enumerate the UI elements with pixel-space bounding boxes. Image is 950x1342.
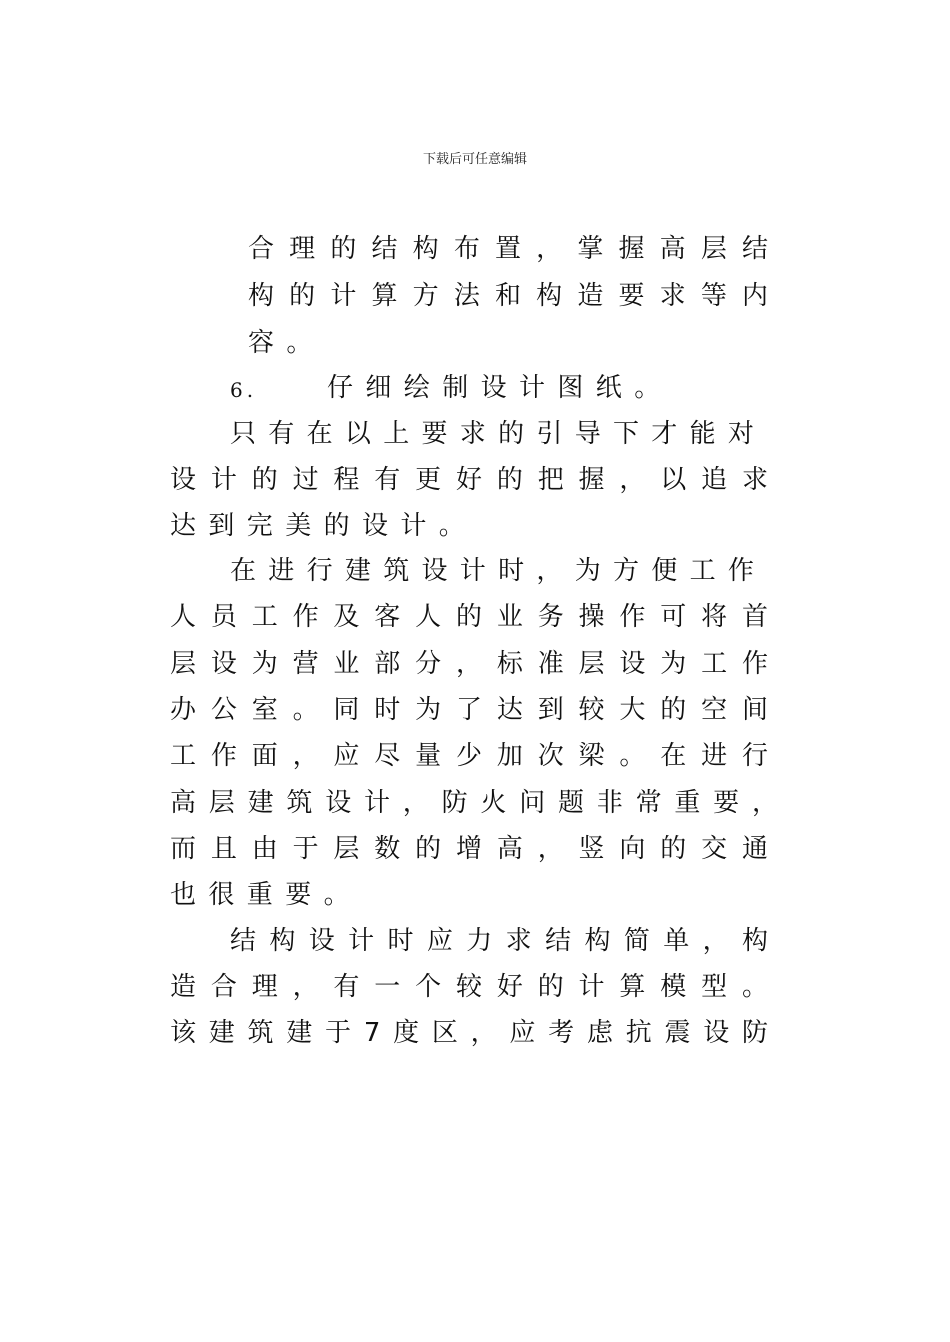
text-line: 达到完美的设计。 bbox=[170, 511, 478, 541]
page-header: 下载后可任意编辑 bbox=[422, 152, 527, 167]
text-line: 该建筑建于7度区，应考虑抗震设防 bbox=[170, 1018, 768, 1048]
text-line: 只有在以上要求的引导下才能对 bbox=[230, 419, 767, 449]
text-line: 而且由于层数的增高，竖向的交通 bbox=[170, 834, 768, 864]
text-line: 也很重要。 bbox=[170, 880, 363, 910]
text-line: 工作面，应尽量少加次梁。在进行 bbox=[170, 741, 768, 771]
text-line: 高层建筑设计，防火问题非常重要， bbox=[170, 788, 778, 818]
text-line: 在进行建筑设计时，为方便工作 bbox=[230, 556, 767, 586]
text-line: 合理的结构布置，掌握高层结 bbox=[248, 234, 768, 264]
text-line: 层设为营业部分，标准层设为工作 bbox=[170, 649, 768, 679]
text-line: 人员工作及客人的业务操作可将首 bbox=[170, 602, 768, 632]
text-line: 造合理，有一个较好的计算模型。 bbox=[170, 972, 768, 1002]
text-line: 办公室。同时为了达到较大的空间 bbox=[170, 695, 768, 725]
text-line: 设计的过程有更好的把握，以追求 bbox=[170, 465, 768, 495]
text-line: 容。 bbox=[248, 328, 325, 358]
list-number: 6. bbox=[230, 378, 258, 402]
list-item-text: 仔细绘制设计图纸。 bbox=[327, 373, 673, 403]
text-line: 结构设计时应力求结构简单，构 bbox=[230, 926, 768, 956]
text-line: 构的计算方法和构造要求等内 bbox=[248, 281, 768, 311]
